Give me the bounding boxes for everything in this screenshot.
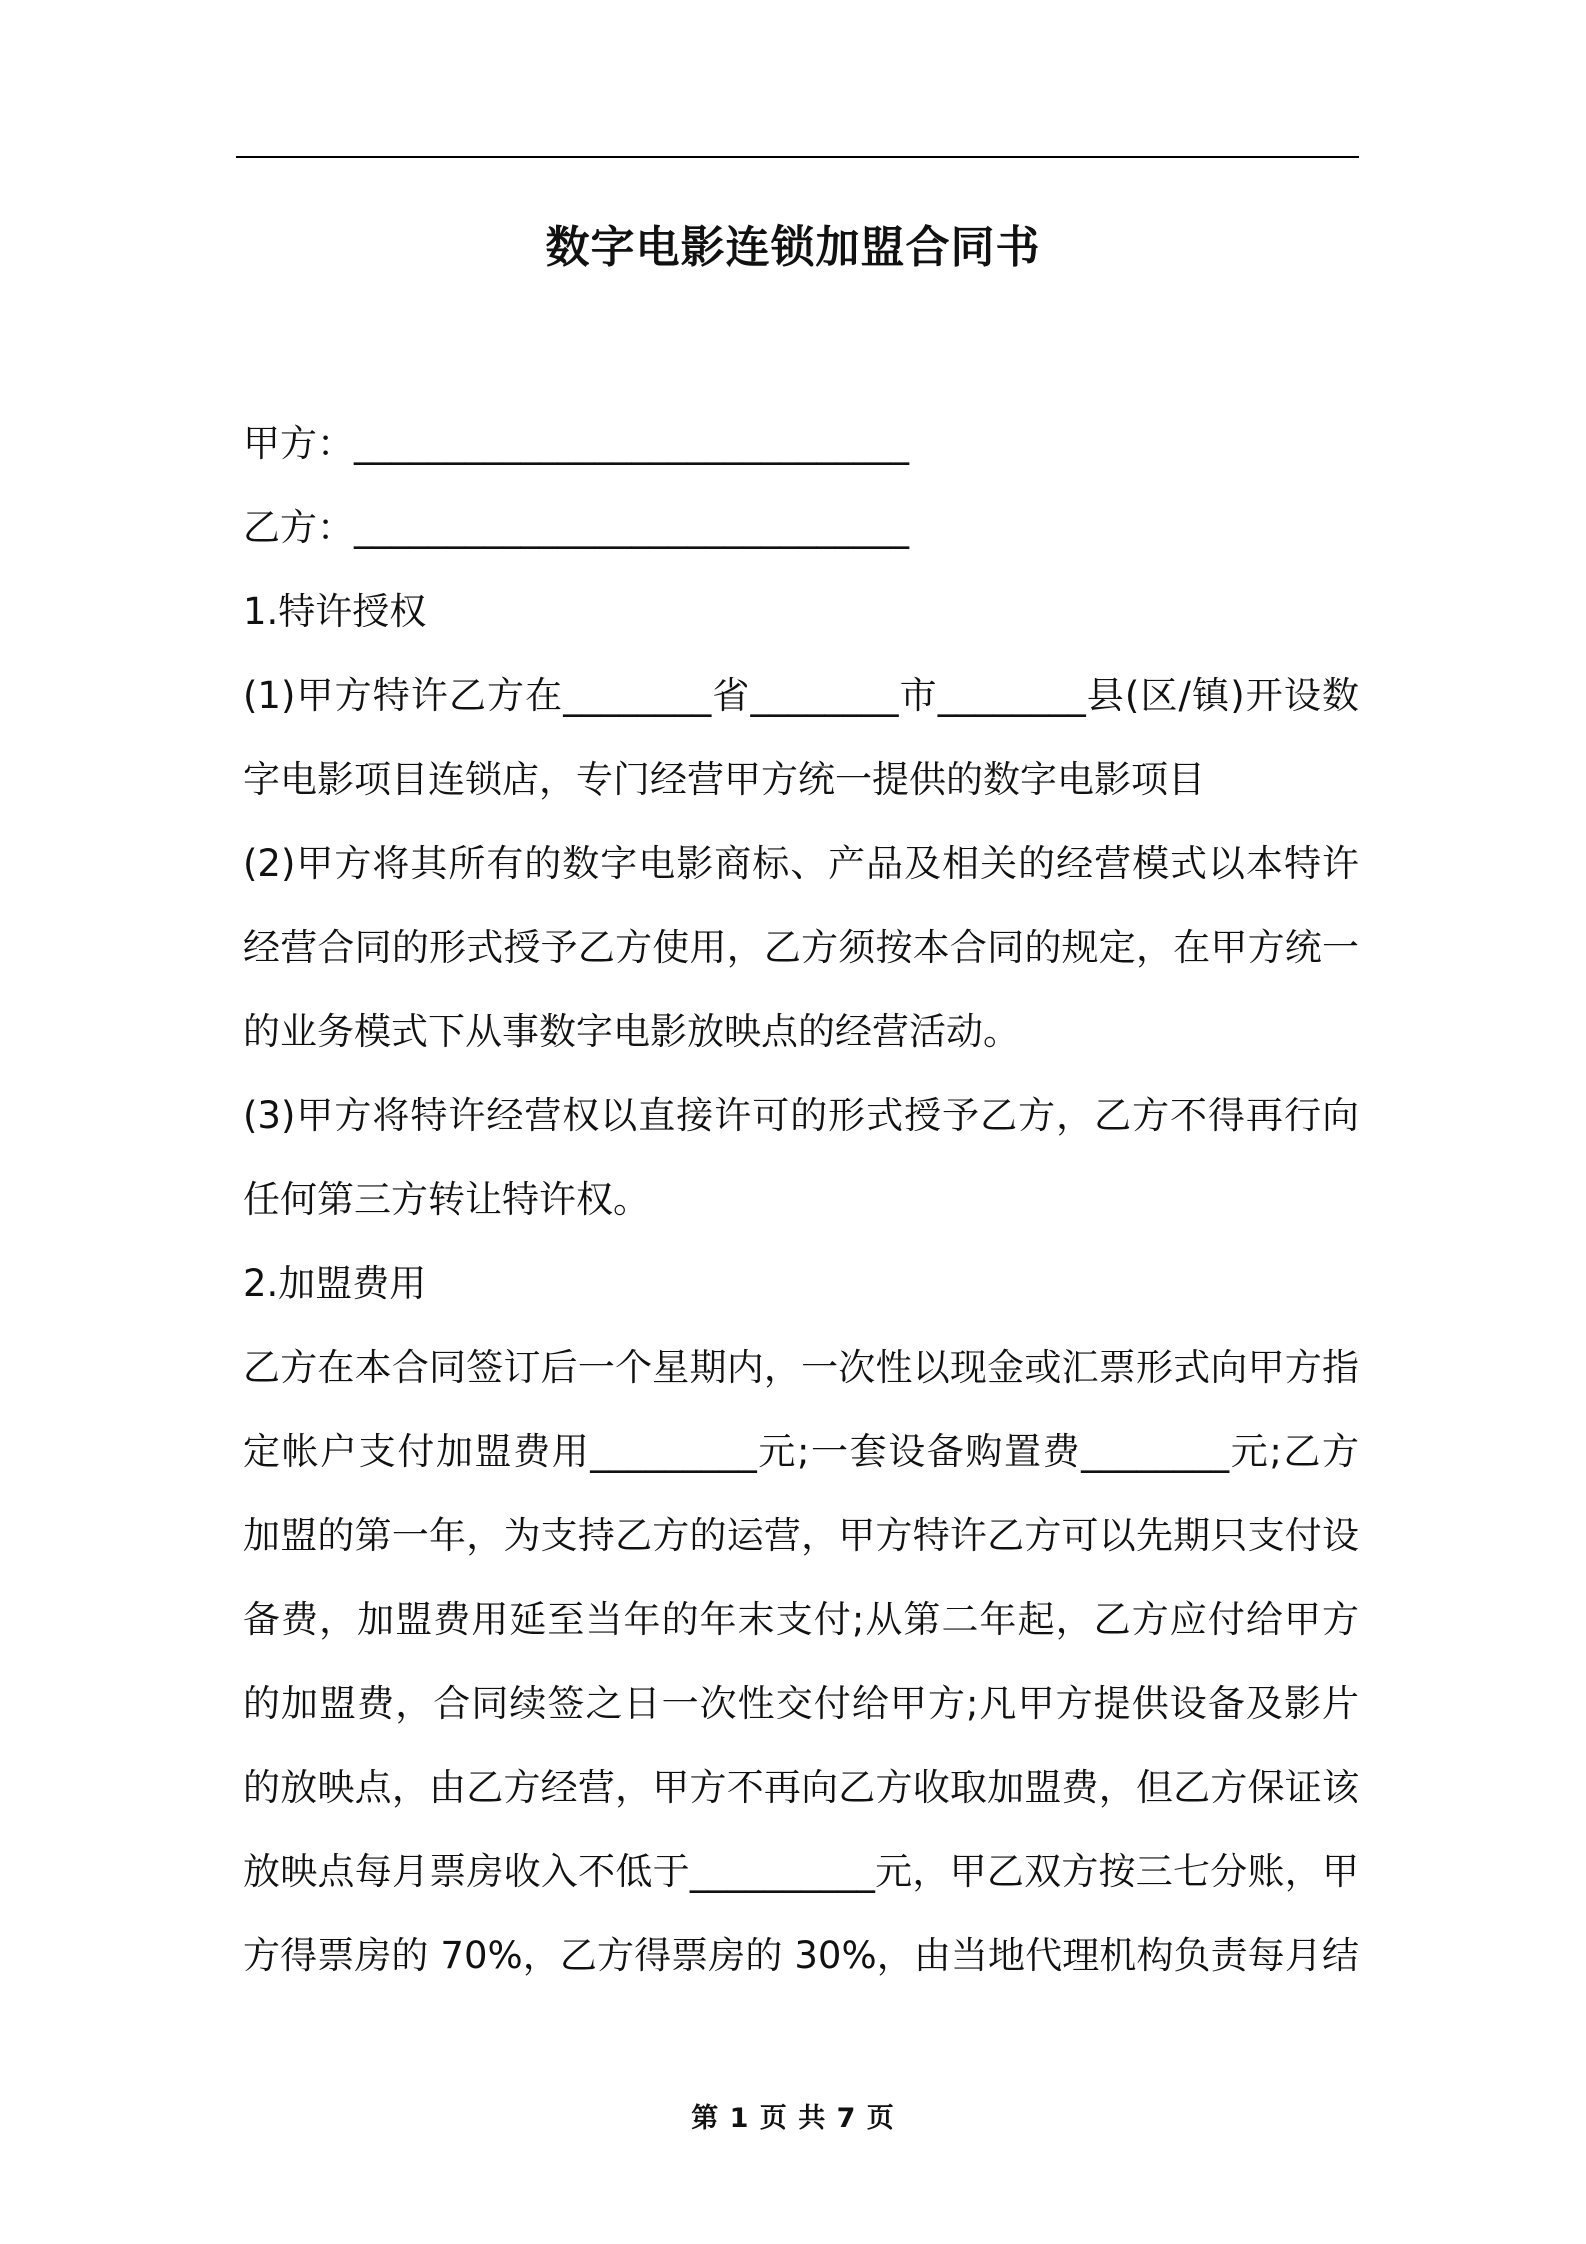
- party-a-line: 甲方：______________________________: [243, 422, 909, 465]
- paragraph-line: 的业务模式下从事数字电影放映点的经营活动。: [243, 1010, 1020, 1053]
- paragraph-line: 的放映点，由乙方经营，甲方不再向乙方收取加盟费，但乙方保证该: [243, 1766, 1359, 1809]
- section-heading-fees: 2.加盟费用: [243, 1262, 427, 1305]
- paragraph-line: 加盟的第一年，为支持乙方的运营，甲方特许乙方可以先期只支付设: [243, 1514, 1359, 1557]
- paragraph-line: 放映点每月票房收入不低于__________元，甲乙双方按三七分账，甲: [243, 1850, 1359, 1893]
- paragraph-line: 方得票房的 70%，乙方得票房的 30%，由当地代理机构负责每月结: [243, 1934, 1359, 1977]
- page-footer: 第 1 页 共 7 页: [691, 2103, 895, 2134]
- party-b-line: 乙方：______________________________: [243, 506, 909, 549]
- paragraph-line: 字电影项目连锁店，专门经营甲方统一提供的数字电影项目: [243, 758, 1205, 801]
- paragraph-line: 乙方在本合同签订后一个星期内，一次性以现金或汇票形式向甲方指: [243, 1346, 1359, 1389]
- header-rule: [236, 156, 1359, 158]
- paragraph-line: (1)甲方特许乙方在________省________市________县(区/镇)开设数: [243, 674, 1359, 717]
- document-title: 数字电影连锁加盟合同书: [545, 222, 1041, 273]
- paragraph-line: 经营合同的形式授予乙方使用，乙方须按本合同的规定，在甲方统一: [243, 926, 1359, 969]
- section-heading-franchise: 1.特许授权: [243, 590, 427, 633]
- paragraph-line: 定帐户支付加盟费用_________元;一套设备购置费________元;乙方: [243, 1430, 1359, 1473]
- paragraph-line: (2)甲方将其所有的数字电影商标、产品及相关的经营模式以本特许: [243, 842, 1359, 885]
- paragraph-line: 的加盟费，合同续签之日一次性交付给甲方;凡甲方提供设备及影片: [243, 1682, 1359, 1725]
- paragraph-line: 任何第三方转让特许权。: [243, 1178, 650, 1221]
- document-body: [243, 402, 1359, 1998]
- paragraph-line: 备费，加盟费用延至当年的年末支付;从第二年起，乙方应付给甲方: [243, 1598, 1359, 1641]
- paragraph-line: (3)甲方将特许经营权以直接许可的形式授予乙方，乙方不得再行向: [243, 1094, 1359, 1137]
